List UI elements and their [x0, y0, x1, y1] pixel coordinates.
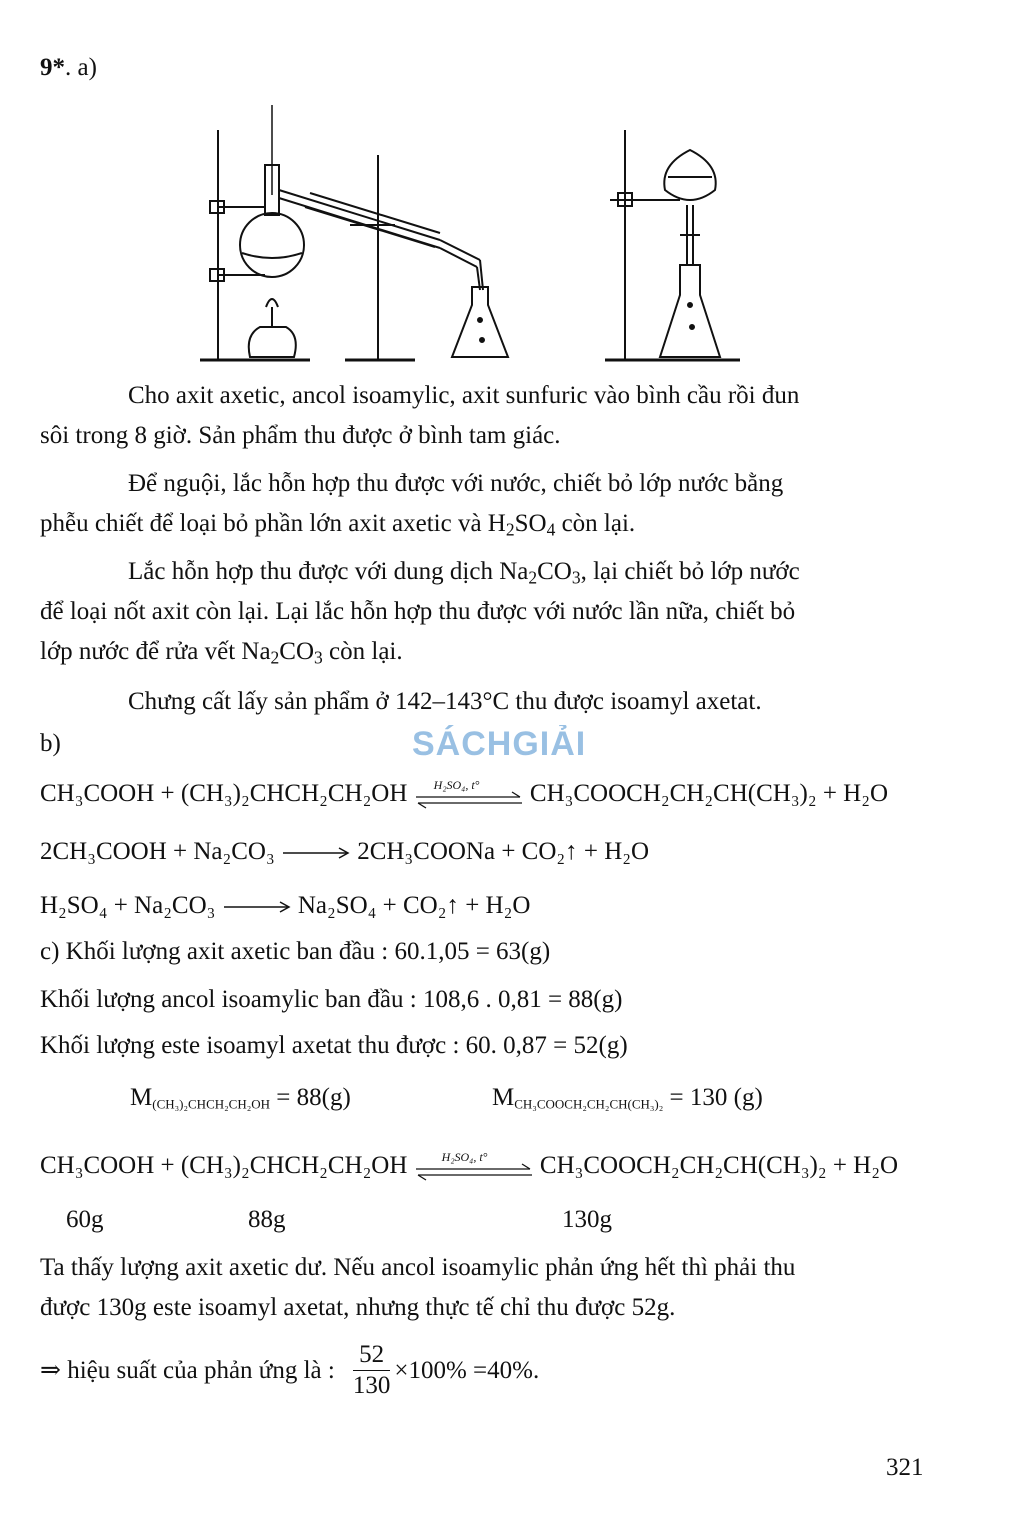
para1-line2: sôi trong 8 giờ. Sản phẩm thu được ở bình tam giác.	[40, 422, 561, 449]
mass-ester: 130g	[562, 1206, 612, 1233]
equation-esterification: CH₃COOH + (CH₃)₂CHCH₂CH₂OH H₂SO₄, t° CH₃COOCH₂CH₂CH(CH₃)₂ + H₂O	[40, 778, 888, 810]
para2-line1: Để nguội, lắc hỗn hợp thu được với nước, chiết bỏ lớp nước bằng	[128, 470, 784, 497]
para1-line1: Cho axit axetic, ancol isoamylic, axit sunfuric vào bình cầu rồi đun	[128, 382, 800, 409]
equation-acid-carbonate: 2CH₃COOH + Na₂CO₃ 2CH₃COONa + CO₂↑ + H₂O	[40, 838, 650, 865]
part-c-line1: c) Khối lượng axit axetic ban đầu : 60.1,05 = 63(g)	[40, 938, 551, 965]
yield-line: ⇒ hiệu suất của phản ứng là : $\frac{52}{130}$ ×100% =40%.	[40, 1341, 540, 1399]
part-b-label: b)	[40, 730, 61, 757]
para3-line3: lớp nước để rửa vết $Na_2CO_3$ còn lại.	[40, 638, 403, 668]
mass-acid: 60g	[66, 1206, 104, 1233]
watermark-logo: SÁCHGIẢI	[412, 725, 587, 763]
conclusion-line2: được 130g este isoamyl axetat, nhưng thực tế chỉ thu được 52g.	[40, 1294, 676, 1321]
molar-mass-ester: $M_{CH_3COOCH_2CH_2CH(CH_3)_2} = 130$ (g)	[492, 1084, 763, 1112]
right-arrow-icon	[281, 846, 351, 860]
equation-sulfuric-carbonate: H₂SO₄ + Na₂CO₃ Na₂SO₄ + CO₂↑ + H₂O	[40, 892, 531, 919]
part-c-line3: Khối lượng este isoamyl axetat thu được : 60. 0,87 = 52(g)	[40, 1032, 628, 1059]
distillation-apparatus-illustration	[190, 95, 750, 370]
part-a-label: . a)	[65, 54, 97, 81]
para3-line1: Lắc hỗn hợp thu được với dung dịch $Na_2CO_3$, lại chiết bỏ lớp nước	[128, 558, 800, 588]
reversible-arrow-icon: H₂SO₄, t°	[414, 781, 524, 809]
mass-alcohol: 88g	[248, 1206, 286, 1233]
problem-number: 9*	[40, 54, 65, 81]
part-c-line2: Khối lượng ancol isoamylic ban đầu : 108,6 . 0,81 = 88(g)	[40, 986, 623, 1013]
page-number: 321	[886, 1454, 924, 1481]
conclusion-line1: Ta thấy lượng axit axetic dư. Nếu ancol isoamylic phản ứng hết thì phải thu	[40, 1254, 796, 1281]
molar-mass-alcohol: $M_{(CH_3)_2CHCH_2CH_2OH} = 88(g)$	[130, 1084, 351, 1112]
para4: Chưng cất lấy sản phẩm ở 142–143°C thu được isoamyl axetat.	[128, 688, 762, 715]
reversible-arrow-icon: H₂SO₄, t°	[414, 1153, 534, 1181]
right-arrow-icon	[222, 900, 292, 914]
para2-line2: phễu chiết để loại bỏ phần lớn axit axetic và $H_2SO_4$ còn lại.	[40, 510, 636, 540]
para3-line2: để loại nốt axit còn lại. Lại lắc hỗn hợp thu được với nước lần nữa, chiết bỏ	[40, 598, 796, 625]
yield-fraction: $\frac{52}{130}$	[352, 1341, 391, 1399]
equation-esterification-stoich: CH₃COOH + (CH₃)₂CHCH₂CH₂OH H₂SO₄, t° CH₃COOCH₂CH₂CH(CH₃)₂ + H₂O	[40, 1150, 898, 1182]
